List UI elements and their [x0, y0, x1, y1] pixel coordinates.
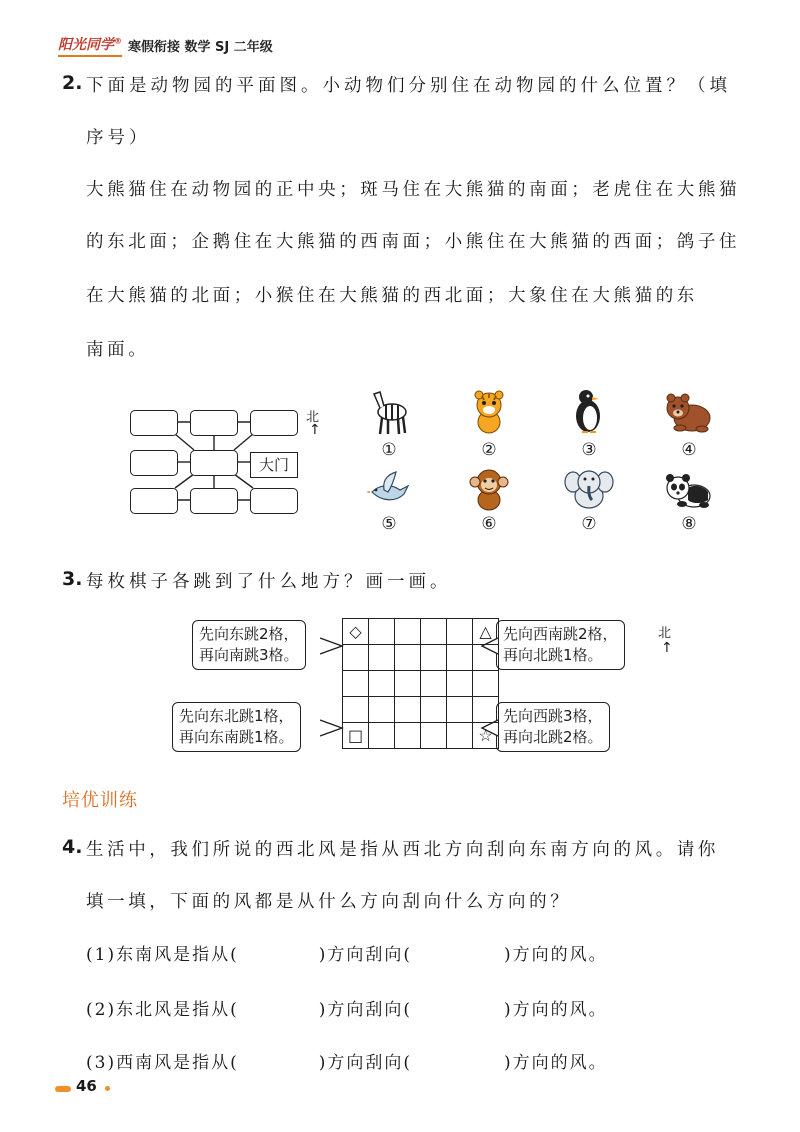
animal-number-6: ⑥	[481, 514, 497, 534]
grid-cell[interactable]	[473, 671, 499, 697]
chess-grid	[342, 618, 499, 749]
grid-cell[interactable]	[395, 697, 421, 723]
q4-number: 4.	[62, 836, 83, 858]
bubble-top-right: 先向西南跳2格， 再向北跳1格。	[496, 620, 625, 670]
gate-label: 大门	[250, 452, 298, 478]
grid-north-arrow: ↑	[661, 640, 673, 656]
tiger-icon	[470, 390, 508, 436]
q4-item-2: (2)东北风是指从( )方向刮向( )方向的风。	[86, 1000, 608, 1020]
grid-cell[interactable]	[395, 723, 421, 749]
q2-line-4: 的东北面；企鹅住在大熊猫的西南面；小熊住在大熊猫的西面；鸽子住	[86, 232, 741, 252]
animal-number-5: ⑤	[381, 514, 397, 534]
q2-line-6: 南面。	[86, 340, 150, 360]
grid-cell[interactable]	[447, 697, 473, 723]
grid-cell[interactable]	[473, 723, 499, 749]
animal-number-7: ⑦	[581, 514, 597, 534]
penguin-icon	[568, 388, 608, 436]
grid-cell[interactable]	[421, 645, 447, 671]
q2-line-2: 序号）	[86, 128, 151, 148]
header-title: 寒假衔接 数学 SJ 二年级	[128, 40, 273, 55]
q4-item-3: (3)西南风是指从( )方向刮向( )方向的风。	[86, 1053, 608, 1073]
triangle-piece-icon: △	[479, 621, 492, 641]
panda-icon	[664, 470, 714, 510]
map-box-southeast[interactable]	[250, 488, 298, 514]
grid-cell[interactable]	[447, 671, 473, 697]
bear-icon	[664, 392, 714, 434]
map-box-southwest[interactable]	[130, 488, 178, 514]
bubble-tail-top-left	[320, 636, 344, 656]
grid-north-label: 北	[658, 626, 672, 641]
dove-icon	[366, 470, 412, 510]
square-piece-icon: □	[347, 725, 364, 745]
page-bar-decoration	[55, 1086, 71, 1092]
grid-cell[interactable]	[343, 697, 369, 723]
diamond-piece-icon: ◇	[349, 621, 362, 641]
map-box-south[interactable]	[190, 488, 238, 514]
map-box-northwest[interactable]	[130, 410, 178, 436]
grid-cell[interactable]	[369, 723, 395, 749]
map-box-northeast[interactable]	[250, 410, 298, 436]
grid-cell[interactable]	[421, 671, 447, 697]
elephant-icon	[564, 466, 614, 512]
grid-cell[interactable]	[395, 645, 421, 671]
grid-cell[interactable]	[447, 645, 473, 671]
bubble-bottom-left: 先向东北跳1格， 再向东南跳1格。	[172, 702, 301, 752]
monkey-icon	[468, 466, 510, 512]
grid-cell[interactable]	[369, 697, 395, 723]
grid-cell[interactable]	[343, 671, 369, 697]
page-dot-decoration	[105, 1086, 110, 1091]
grid-cell[interactable]	[421, 619, 447, 645]
q3-number: 3.	[62, 568, 83, 590]
q2-line-1: 下面是动物园的平面图。小动物们分别住在动物园的什么位置？（填	[86, 76, 731, 96]
page-number: 46	[76, 1077, 97, 1095]
section-title: 培优训练	[62, 790, 138, 811]
brand-logo: 阳光同学®	[58, 34, 122, 57]
grid-cell[interactable]	[473, 619, 499, 645]
animal-number-8: ⑧	[681, 514, 697, 534]
map-box-west[interactable]	[130, 450, 178, 476]
grid-cell[interactable]	[369, 645, 395, 671]
q4-line-1: 生活中，我们所说的西北风是指从西北方向刮向东南方向的风。请你	[86, 840, 719, 860]
map-box-center[interactable]	[190, 450, 238, 476]
bubble-tail-bottom-left	[320, 718, 344, 738]
animal-number-1: ①	[381, 440, 397, 460]
q4-line-2: 填一填，下面的风都是从什么方向刮向什么方向的？	[86, 892, 572, 912]
grid-cell[interactable]	[343, 619, 369, 645]
grid-cell[interactable]	[473, 697, 499, 723]
q2-line-5: 在大熊猫的北面；小猴住在大熊猫的西北面；大象住在大熊猫的东	[86, 286, 698, 306]
bubble-top-left: 先向东跳2格， 再向南跳3格。	[192, 620, 306, 670]
bubble-bottom-right: 先向西跳3格， 再向北跳2格。	[496, 702, 610, 752]
grid-cell[interactable]	[473, 645, 499, 671]
grid-cell[interactable]	[343, 645, 369, 671]
grid-cell[interactable]	[447, 723, 473, 749]
q4-item-1: (1)东南风是指从( )方向刮向( )方向的风。	[86, 945, 608, 965]
grid-cell[interactable]	[369, 619, 395, 645]
map-north-arrow: ↑	[309, 422, 321, 438]
animal-number-3: ③	[581, 440, 597, 460]
map-north-label: 北	[306, 410, 320, 425]
grid-cell[interactable]	[395, 671, 421, 697]
grid-cell[interactable]	[395, 619, 421, 645]
grid-cell[interactable]	[369, 671, 395, 697]
q3-text: 每枚棋子各跳到了什么地方？画一画。	[86, 572, 452, 592]
map-box-north[interactable]	[190, 410, 238, 436]
animal-number-4: ④	[681, 440, 697, 460]
grid-cell[interactable]	[343, 723, 369, 749]
star-piece-icon: ☆	[478, 725, 493, 745]
grid-cell[interactable]	[421, 723, 447, 749]
grid-cell[interactable]	[447, 619, 473, 645]
q2-number: 2.	[62, 72, 83, 94]
zebra-icon	[368, 388, 412, 438]
q2-line-3: 大熊猫住在动物园的正中央；斑马住在大熊猫的南面；老虎住在大熊猫	[86, 180, 741, 200]
grid-cell[interactable]	[421, 697, 447, 723]
animal-number-2: ②	[481, 440, 497, 460]
